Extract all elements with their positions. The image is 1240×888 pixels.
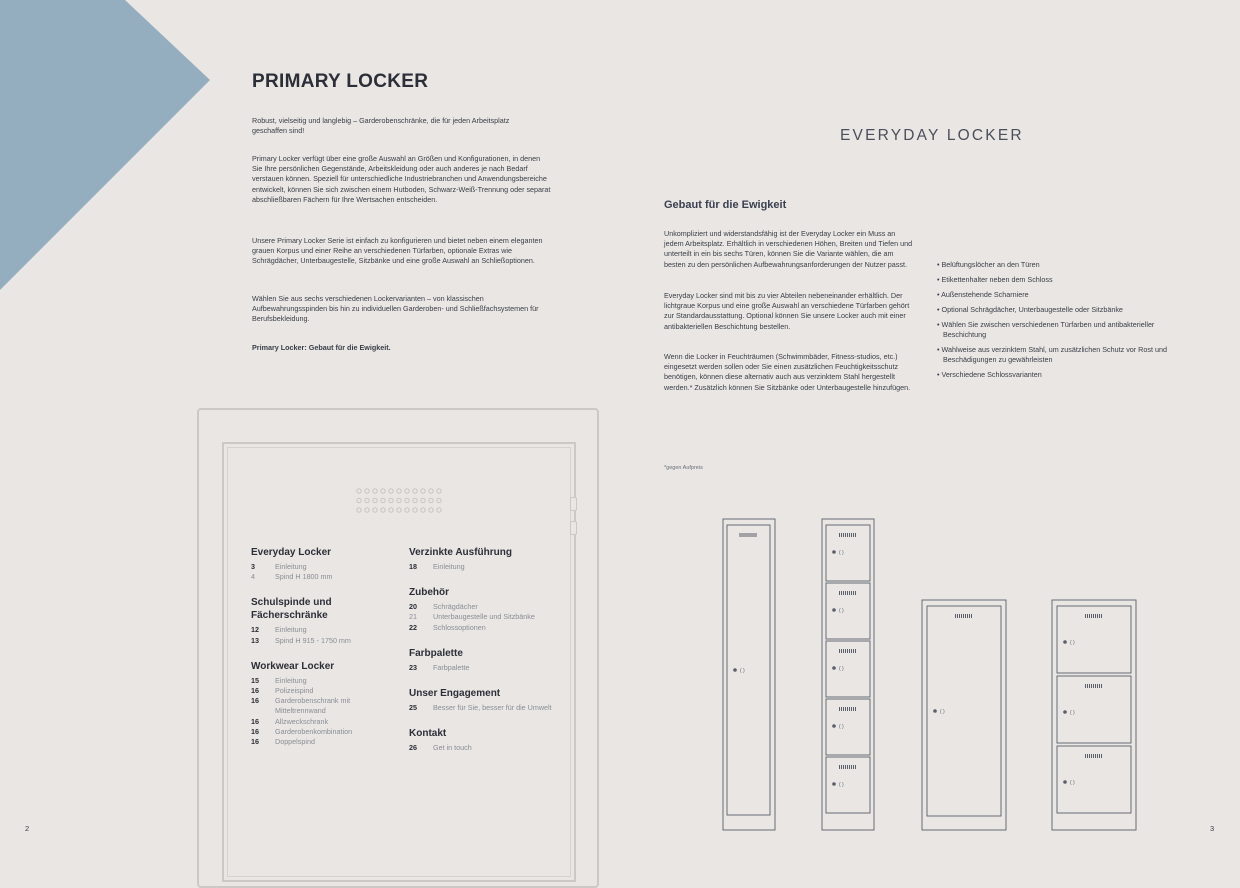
toc-entry-label: Besser für Sie, besser für die Umwelt xyxy=(433,703,552,713)
vent-slot xyxy=(841,765,842,769)
ventilation-holes-icon xyxy=(356,488,446,516)
vent-slot xyxy=(839,649,840,653)
toc-entry[interactable] xyxy=(251,562,401,572)
toc-entry-label: Farbpalette xyxy=(433,662,470,672)
toc-heading: Kontakt xyxy=(409,728,447,740)
toc-section xyxy=(409,647,569,673)
toc-entry-label: Garderobenschrank mit Mitteltrennwand xyxy=(275,696,351,716)
vent-slot xyxy=(1095,684,1096,688)
vent-slot xyxy=(855,649,856,653)
feature-list xyxy=(937,260,1199,385)
vent-slot xyxy=(967,614,968,618)
vent-slot xyxy=(969,614,970,618)
body-paragraph-3: Wählen Sie aus sechs verschiedenen Lockervarianten – von klassischen Aufbewahrungsspinden bis hin zu individuellen Garderoben- und Schließfachsystemen für Berufsbekleidung. xyxy=(252,294,539,324)
vent-hole xyxy=(405,508,409,512)
lock-icon xyxy=(832,608,836,612)
vent-slot xyxy=(845,591,846,595)
vent-hole xyxy=(397,498,401,502)
lock-icon xyxy=(733,668,737,672)
toc-page-number: 16 xyxy=(251,686,259,696)
vent-slot xyxy=(853,707,854,711)
toc-section xyxy=(409,586,569,633)
vent-slot xyxy=(754,533,755,537)
vent-slot xyxy=(965,614,966,618)
intro-text: Robust, vielseitig und langlebig – Garderobenschränke, die für jeden Arbeitsplatz geschaffen sind! xyxy=(252,116,510,136)
toc-section xyxy=(409,687,569,713)
vent-slot xyxy=(849,649,850,653)
vent-hole xyxy=(405,489,409,493)
vent-slot xyxy=(853,533,854,537)
toc-section xyxy=(409,546,569,572)
vent-slot xyxy=(1089,684,1090,688)
toc-entry-label: Doppelspind xyxy=(275,737,315,747)
lock-icon xyxy=(832,666,836,670)
vent-hole xyxy=(437,498,441,502)
toc-section xyxy=(251,546,401,582)
vent-slot xyxy=(1087,614,1088,618)
vent-hole xyxy=(405,498,409,502)
toc-entry[interactable] xyxy=(409,663,569,673)
vent-slot xyxy=(841,591,842,595)
vent-slot xyxy=(849,533,850,537)
vent-slot xyxy=(851,765,852,769)
vent-hole xyxy=(437,508,441,512)
vent-slot xyxy=(740,533,741,537)
vent-hole xyxy=(429,489,433,493)
feature-list-item: • Optional Schrägdächer, Unterbaugestelle oder Sitzbänke xyxy=(937,305,1123,314)
vent-slot xyxy=(853,649,854,653)
vent-slot xyxy=(849,591,850,595)
feature-list-item: • Wählen Sie zwischen verschiedenen Türfarben und antibakterieller Beschichtung xyxy=(937,320,1155,340)
toc-page-number: 16 xyxy=(251,716,259,726)
vent-slot xyxy=(961,614,962,618)
toc-page-number: 3 xyxy=(251,562,255,571)
toc-entry-label: Unterbaugestelle und Sitzbänke xyxy=(433,612,535,622)
vent-slot xyxy=(851,649,852,653)
vent-slot xyxy=(1095,754,1096,758)
label-holder-icon: ( ) xyxy=(740,668,745,674)
feature-list-item: • Etikettenhalter neben dem Schloss xyxy=(937,275,1053,284)
vent-slot xyxy=(847,765,848,769)
vent-slot xyxy=(841,533,842,537)
vent-hole xyxy=(389,508,393,512)
vent-slot xyxy=(843,765,844,769)
toc-entry[interactable] xyxy=(251,636,401,646)
vent-slot xyxy=(851,533,852,537)
vent-slot xyxy=(971,614,972,618)
vent-slot xyxy=(845,765,846,769)
lock-icon xyxy=(1063,710,1067,714)
toc-page-number: 23 xyxy=(409,662,417,672)
toc-heading: Farbpalette xyxy=(409,647,463,659)
label-holder-icon: ( ) xyxy=(839,608,844,614)
label-holder-icon: ( ) xyxy=(839,550,844,556)
vent-slot xyxy=(855,765,856,769)
vent-slot xyxy=(750,533,751,537)
vent-slot xyxy=(855,533,856,537)
vent-slot xyxy=(1089,614,1090,618)
vent-slot xyxy=(851,707,852,711)
vent-slot xyxy=(847,649,848,653)
vent-slot xyxy=(746,533,747,537)
toc-entry-label: Garderobenkombination xyxy=(275,726,353,736)
vent-slot xyxy=(845,533,846,537)
toc-page-number: 4 xyxy=(251,572,255,582)
toc-entry[interactable] xyxy=(409,612,569,622)
toc-entry-label: Polizeispind xyxy=(275,686,314,696)
toc-entry[interactable] xyxy=(409,703,569,713)
vent-slot xyxy=(849,765,850,769)
label-holder-icon: ( ) xyxy=(839,724,844,730)
toc-entry-label: Get in touch xyxy=(433,743,472,753)
toc-page-number: 25 xyxy=(409,703,417,713)
vent-slot xyxy=(855,707,856,711)
vent-slot xyxy=(839,591,840,595)
vent-hole xyxy=(357,508,361,512)
vent-slot xyxy=(843,707,844,711)
toc-column-1 xyxy=(251,546,401,761)
toc-entry-label: Einleitung xyxy=(433,562,465,571)
toc-page-number: 16 xyxy=(251,737,259,747)
label-holder-icon: ( ) xyxy=(839,782,844,788)
toc-page-number: 16 xyxy=(251,726,259,736)
section-title: EVERYDAY LOCKER xyxy=(840,127,1024,144)
vent-slot xyxy=(845,649,846,653)
label-holder-icon: ( ) xyxy=(1070,780,1075,786)
toc-entry[interactable] xyxy=(251,625,401,635)
toc-heading: Schulspinde und Fächerschränke xyxy=(251,597,332,622)
vent-hole xyxy=(413,498,417,502)
vent-slot xyxy=(1091,684,1092,688)
vent-slot xyxy=(839,707,840,711)
vent-slot xyxy=(839,533,840,537)
toc-heading: Everyday Locker xyxy=(251,547,332,558)
vent-slot xyxy=(1095,614,1096,618)
vent-slot xyxy=(1101,614,1102,618)
vent-slot xyxy=(963,614,964,618)
toc-page-number: 13 xyxy=(251,635,259,645)
vent-slot xyxy=(1087,754,1088,758)
toc-entry[interactable] xyxy=(409,602,569,612)
page-number-left: 2 xyxy=(25,824,30,833)
body-paragraph-1: Primary Locker verfügt über eine große Auswahl an Größen und Konfigurationen, in denen Sie Ihre persönlichen Gegenstände, Arbeitskleidung oder auch anderes je nach Bedarf verstauen können. Speziell für unterschiedliche Industriebranchen und Anwendungsbereiche entwickelt, können Sie sich zwischen einem Hutboden, Schwarz-Weiß-Trennung oder separat abschließbaren Fächern für Ihre Wertsachen entscheiden. xyxy=(252,154,551,204)
vent-slot xyxy=(756,533,757,537)
vent-hole xyxy=(397,508,401,512)
vent-hole xyxy=(429,508,433,512)
tagline: Primary Locker: Gebaut für die Ewigkeit. xyxy=(252,343,391,352)
toc-heading: Workwear Locker xyxy=(251,660,335,672)
toc-page-number: 16 xyxy=(251,696,259,706)
toc-section xyxy=(251,660,401,747)
right-paragraph-2: Everyday Locker sind mit bis zu vier Abteilen nebeneinander erhältlich. Der lichtgraue Korpus und eine große Auswahl an verschiedene Türfarben gehört zur Standardausstattung. Optional können Sie unsere Locker auch mit einer antibakteriellen Beschichtung bestellen. xyxy=(664,291,910,331)
hinge-icon xyxy=(570,497,577,511)
label-holder-icon: ( ) xyxy=(839,666,844,672)
toc-section xyxy=(251,596,401,645)
feature-list-item: • Wahlweise aus verzinktem Stahl, um zusätzlichen Schutz vor Rost und Beschädigungen zu gewährleisten xyxy=(937,345,1167,365)
vent-slot xyxy=(1099,754,1100,758)
toc-entry-label: Allzweckschrank xyxy=(275,716,329,726)
lock-icon xyxy=(832,724,836,728)
vent-slot xyxy=(1093,684,1094,688)
locker-door xyxy=(927,606,1001,816)
vent-slot xyxy=(1089,754,1090,758)
vent-slot xyxy=(1099,614,1100,618)
vent-slot xyxy=(849,707,850,711)
vent-hole xyxy=(389,489,393,493)
vent-slot xyxy=(1101,754,1102,758)
feature-list-item: • Außenstehende Scharniere xyxy=(937,290,1029,299)
vent-hole xyxy=(413,489,417,493)
right-paragraph-3: Wenn die Locker in Feuchträumen (Schwimmbäder, Fitness-studios, etc.) eingesetzt werden sollen oder Sie einen zusätzlichen Feuchtigkeitsschutz benötigen, können diese alternativ auch aus verzinktem Stahl hergestellt werden.* Zusätzlich können Sie Sitzbänke oder Unterbaugestelle hinzufügen. xyxy=(664,352,911,392)
vent-slot xyxy=(959,614,960,618)
toc-heading: Unser Engagement xyxy=(409,688,501,700)
lock-icon xyxy=(933,709,937,713)
vent-hole xyxy=(437,489,441,493)
toc-entry[interactable] xyxy=(251,737,401,747)
vent-slot xyxy=(1091,754,1092,758)
vent-slot xyxy=(955,614,956,618)
vent-slot xyxy=(847,591,848,595)
vent-slot xyxy=(1085,754,1086,758)
vent-hole xyxy=(365,508,369,512)
toc-entry-label: Spind H 1800 mm xyxy=(275,572,333,582)
vent-slot xyxy=(1097,754,1098,758)
toc-page-number: 26 xyxy=(409,743,417,753)
toc-page-number: 21 xyxy=(409,612,417,622)
page-number-right: 3 xyxy=(1210,824,1215,833)
vent-slot xyxy=(841,707,842,711)
toc-page-number: 12 xyxy=(251,625,259,635)
vent-slot xyxy=(1093,754,1094,758)
toc-entry-label: Einleitung xyxy=(275,562,307,571)
vent-slot xyxy=(843,649,844,653)
vent-hole xyxy=(397,489,401,493)
vent-slot xyxy=(1097,684,1098,688)
vent-hole xyxy=(365,498,369,502)
lock-icon xyxy=(832,782,836,786)
toc-page-number: 22 xyxy=(409,622,417,632)
vent-slot xyxy=(1093,614,1094,618)
vent-hole xyxy=(381,489,385,493)
section-subtitle: Gebaut für die Ewigkeit xyxy=(664,199,787,211)
vent-slot xyxy=(841,649,842,653)
footnote: *gegen Aufpreis xyxy=(664,465,703,471)
hinge-icon xyxy=(570,521,577,535)
body-paragraph-2: Unsere Primary Locker Serie ist einfach zu konfigurieren und bietet neben einem eleganten grauen Korpus und einer Reihe an verschiedenen Türfarben, optionale Extras wie Schrägdächer, Unterbaugestelle, Sitzbänke und eine große Auswahl an Schließoptionen. xyxy=(252,236,543,266)
toc-entry-label: Einleitung xyxy=(275,625,307,635)
vent-hole xyxy=(421,498,425,502)
vent-hole xyxy=(373,498,377,502)
vent-slot xyxy=(1097,614,1098,618)
vent-slot xyxy=(1085,614,1086,618)
toc-heading: Zubehör xyxy=(409,587,449,599)
toc-entry[interactable] xyxy=(409,623,569,633)
vent-slot xyxy=(1101,684,1102,688)
vent-hole xyxy=(421,508,425,512)
vent-slot xyxy=(853,765,854,769)
vent-hole xyxy=(357,498,361,502)
vent-slot xyxy=(843,591,844,595)
toc-entry[interactable] xyxy=(251,572,401,582)
toc-entry[interactable] xyxy=(409,562,569,572)
toc-entry[interactable] xyxy=(251,696,401,716)
toc-entry-label: Einleitung xyxy=(275,675,307,685)
toc-section xyxy=(409,727,569,753)
vent-slot xyxy=(748,533,749,537)
toc-entry[interactable] xyxy=(251,676,401,686)
vent-hole xyxy=(421,489,425,493)
toc-heading: Verzinkte Ausführung xyxy=(409,547,512,558)
vent-slot xyxy=(851,591,852,595)
vent-hole xyxy=(357,489,361,493)
vent-hole xyxy=(413,508,417,512)
vent-slot xyxy=(839,765,840,769)
vent-hole xyxy=(381,498,385,502)
vent-slot xyxy=(1091,614,1092,618)
vent-slot xyxy=(847,707,848,711)
vent-slot xyxy=(847,533,848,537)
vent-slot xyxy=(957,614,958,618)
locker-illustrations xyxy=(700,500,1160,840)
vent-hole xyxy=(429,498,433,502)
lock-icon xyxy=(1063,780,1067,784)
label-holder-icon: ( ) xyxy=(1070,710,1075,716)
vent-slot xyxy=(855,591,856,595)
right-paragraph-1: Unkompliziert und widerstandsfähig ist der Everyday Locker ein Muss an jedem Arbeitsplatz. Erhältlich in verschiedenen Höhen, Breiten und Tiefen und unterteilt in ein bis sechs Türen, können Sie die Variante wählen, die am besten zu den persönlichen Aufbewahrungsanforderungen der Nutzer passt. xyxy=(664,229,913,269)
lock-icon xyxy=(832,550,836,554)
label-holder-icon: ( ) xyxy=(1070,640,1075,646)
feature-list-item: • Verschiedene Schlossvarianten xyxy=(937,370,1042,380)
toc-entry[interactable] xyxy=(251,727,401,737)
toc-entry-label: Spind H 915 - 1750 mm xyxy=(275,635,351,645)
vent-slot xyxy=(853,591,854,595)
toc-page-number: 15 xyxy=(251,675,259,685)
vent-slot xyxy=(845,707,846,711)
toc-entry[interactable] xyxy=(409,743,569,753)
vent-slot xyxy=(1085,684,1086,688)
page-title: PRIMARY LOCKER xyxy=(252,71,429,92)
label-holder-icon: ( ) xyxy=(940,709,945,715)
vent-slot xyxy=(1099,684,1100,688)
vent-hole xyxy=(365,489,369,493)
vent-slot xyxy=(843,533,844,537)
vent-slot xyxy=(742,533,743,537)
toc-page-number: 20 xyxy=(409,602,417,612)
feature-list-item: • Belüftungslöcher an den Türen xyxy=(937,260,1040,269)
vent-slot xyxy=(752,533,753,537)
toc-column-2 xyxy=(409,546,569,767)
toc-entry-label: Schlossoptionen xyxy=(433,622,486,632)
vent-hole xyxy=(381,508,385,512)
vent-slot xyxy=(744,533,745,537)
lock-icon xyxy=(1063,640,1067,644)
decorative-triangle xyxy=(0,0,210,290)
vent-hole xyxy=(373,489,377,493)
vent-hole xyxy=(389,498,393,502)
toc-entry-label: Schrägdächer xyxy=(433,602,478,612)
toc-entry[interactable] xyxy=(251,717,401,727)
vent-slot xyxy=(1087,684,1088,688)
toc-page-number: 18 xyxy=(409,562,417,571)
toc-entry[interactable] xyxy=(251,686,401,696)
vent-hole xyxy=(373,508,377,512)
